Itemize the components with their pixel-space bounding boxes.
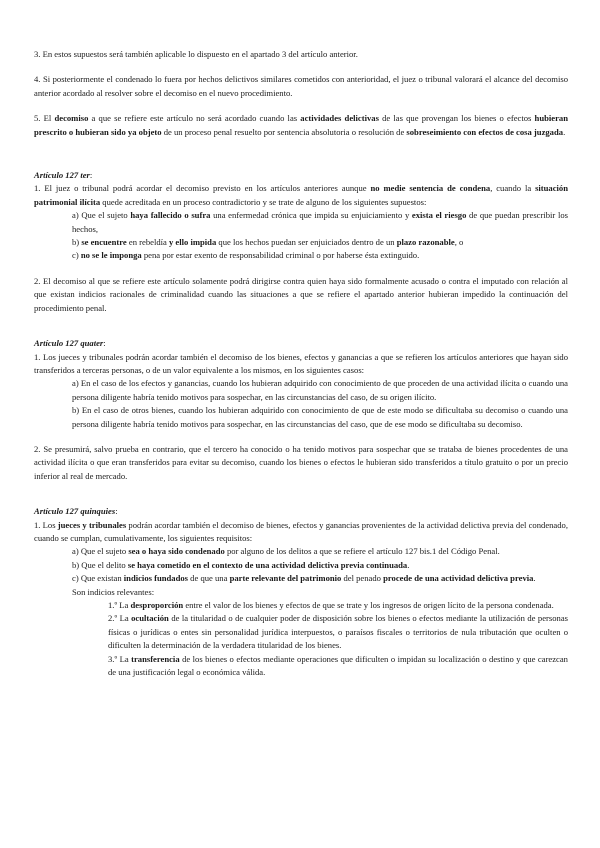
article-127-quinquies-req-a: a) Que el sujeto sea o haya sido condenado por alguno de los delitos a que se refiere el artículo 127 bis.1 del Código Penal. bbox=[72, 546, 500, 557]
article-127-quater-paragraph-2: 2. Se presumirá, salvo prueba en contrario, que el tercero ha conocido o ha tenido motivos para sospechar que se trataba de bienes procedentes de una actividad ilícita o que eran transferidos para evitar su decomiso, cuando los bienes o efectos le hubieran sido transferidos a título gratuito o por un precio inferior al real de mercado. bbox=[34, 443, 568, 481]
article-127-quinquies-req-c: c) Que existan indicios fundados de que una parte relevante del patrimonio del penado procede de una actividad delictiva previa. bbox=[72, 573, 536, 584]
article-127-ter-case-a: a) Que el sujeto haya fallecido o sufra una enfermedad crónica que impida su enjuiciamiento y exista el riesgo de que puedan prescribir los hechos, bbox=[72, 210, 568, 234]
indicio-2: 2.º La ocultación de la titularidad o de cualquier poder de disposición sobre los bienes o efectos mediante la utilización de personas físicas o jurídicas o entes sin personalidad jurídica interpuestos, o paraísos fiscales o territorios de nula tributación que oculten o dificulten la determinación de la verdadera titularidad de los bienes. bbox=[108, 613, 568, 651]
section-article-127-quater bbox=[34, 337, 568, 483]
paragraph-3: 3. En estos supuestos será también aplicable lo dispuesto en el apartado 3 del artículo anterior. bbox=[34, 49, 358, 59]
article-127-ter-paragraph-2: 2. El decomiso al que se refiere este artículo solamente podrá dirigirse contra quien haya sido formalmente acusado o contra el imputado con relación al que existan indicios racionales de criminalidad cuando las situaciones a que se refiere el apartado anterior hubieran impedido la continuación del procedimiento penal. bbox=[34, 275, 568, 313]
article-127-quinquies-heading: Artículo 127 quinquies: bbox=[34, 506, 118, 517]
article-127-quinquies-req-b: b) Que el delito se haya cometido en el contexto de una actividad delictiva previa continuada. bbox=[72, 559, 410, 570]
indicios-label: Son indicios relevantes: bbox=[72, 586, 155, 597]
indicios-list bbox=[34, 599, 568, 679]
article-127-quater-paragraph-1: 1. Los jueces y tribunales podrán acordar también el decomiso de los bienes, efectos y ganancias a que se refieren los artículos anteriores que hayan sido transferidos a terceras personas, o de un valor equivalente a los mismos, en los siguientes casos: bbox=[34, 351, 568, 375]
section-article-127-quinquies bbox=[34, 505, 568, 679]
indicio-1: 1.º La desproporción entre el valor de los bienes y efectos de que se trate y los ingresos de origen lícito de la persona condenada. bbox=[108, 600, 554, 610]
article-127-ter-case-b: b) se encuentre en rebeldía y ello impida que los hechos puedan ser enjuiciados dentro de un plazo razonable, o bbox=[72, 237, 464, 248]
article-127-quinquies-paragraph-1: 1. Los jueces y tribunales podrán acordar también el decomiso de bienes, efectos y ganancias provenientes de la actividad delictiva previa del condenado, cuando se cumplan, cumulativamente, los siguientes requisitos: bbox=[34, 519, 568, 543]
article-127-quinquies-requirements bbox=[34, 545, 568, 585]
paragraph-5: 5. El decomiso a que se refiere este artículo no será acordado cuando las actividades delictivas de las que provengan los bienes o efectos hubieran prescrito o hubieran sido ya objeto de un proceso penal resuelto por sentencia absolutoria o resolución de sobreseimiento con efectos de cosa juzgada. bbox=[34, 113, 568, 137]
section-article-127-ter bbox=[34, 169, 568, 315]
article-127-ter-case-c: c) no se le imponga pena por estar exento de responsabilidad criminal o por haberse ésta extinguido. bbox=[72, 250, 420, 261]
article-127-ter-paragraph-1: 1. El juez o tribunal podrá acordar el decomiso previsto en los artículos anteriores aunque no medie sentencia de condena, cuando la situación patrimonial ilícita quede acreditada en un proceso contradictorio y se trate de alguno de los siguientes supuestos: bbox=[34, 183, 569, 207]
article-127-quater-case-a: a) En el caso de los efectos y ganancias, cuando los hubieran adquirido con conocimiento de que proceden de una actividad ilícita o cuando una persona diligente habría tenido motivos para sospechar, en las circunstancias del caso, de su origen ilícito. bbox=[72, 378, 568, 402]
article-127-quater-heading: Artículo 127 quater: bbox=[34, 338, 106, 349]
article-127-quater-cases bbox=[34, 377, 568, 431]
document-page bbox=[34, 48, 568, 679]
indicio-3: 3.º La transferencia de los bienes o efectos mediante operaciones que dificulten o impidan su localización o destino y que carezcan de una justificación legal o económica válida. bbox=[108, 653, 568, 678]
article-127-quater-case-b: b) En el caso de otros bienes, cuando los hubieran adquirido con conocimiento de que de este modo se dificultaba su decomiso o cuando una persona diligente habría tenido motivos para sospechar, en las circunstancias del caso, que de ese modo se dificultaba su decomiso. bbox=[72, 405, 568, 429]
article-127-ter-cases bbox=[34, 209, 568, 263]
article-127-ter-heading: Artículo 127 ter: bbox=[34, 170, 93, 181]
paragraph-4: 4. Si posteriormente el condenado lo fuera por hechos delictivos similares cometidos con anterioridad, el juez o tribunal valorará el alcance del decomiso anterior acordado al resolver sobre el decomiso en el nuevo procedimiento. bbox=[34, 74, 568, 98]
